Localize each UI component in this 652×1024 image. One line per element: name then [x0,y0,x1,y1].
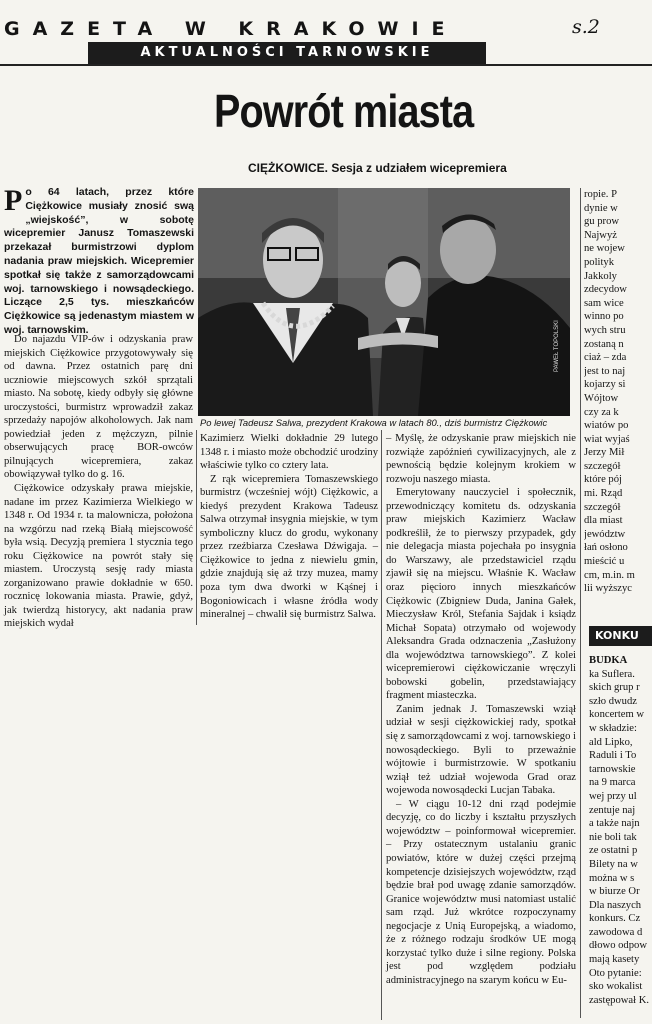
section-header: AKTUALNOŚCI TARNOWSKIE [88,42,486,64]
paragraph: Zanim jednak J. Tomaszewski wziął udział w sesji ciężkowickiej rady, spotkał się z samorządowcami z woj. tarnowskiego i nowosądeckiego. Byli to przeważnie wójtowie i burmistrzowie. W spotkaniu wziął też udział wojewoda Grad oraz wojewoda nowosądecki Lucjan Tabaka. [386,703,576,797]
paragraph: Do najazdu VIP-ów i odzyskania praw miejskich Ciężkowice przygotowywały się od dawna. Przez ostatnich parę dni uczniowie miejscowych szkół sprzątali miasto. Na sobotę, kiedy odbyły się główne uroczystości, burmistrz wprowadził zakaz sprzedaży napojów alkoholowych. Jak nam powiedział jeden z mężczyzn, pilnie obserwujących pracę BOR-owców pilnujących wicepremiera, zakaz obowiązywał tylko do g. 16. [4,334,193,481]
text-line: nie boli tak [589,831,637,843]
text-line: a także najn [589,818,640,830]
paragraph: Ciężkowice odzyskały prawa miejskie, nadane im przez Kazimierza Wielkiego w 1348 r. Od 1934 r. ta malownicza, położona na wzgórzu nad rzeką Białą miejscowość była wsią. Decyzją premiera 1 stycznia tego roku Ciężkowice na powrót stały się miastem. Uroczystą sesję rady miasta zorganizowano prawie dokładnie w 650. rocznicę lokowania miasta. Prawie, gdyż, jak twierdzą historycy, akt nadania praw miejskich wydał [4,483,193,630]
article-column-3 [386,432,576,987]
text-line: w składzie: [589,722,637,734]
text-line: ald Lipko, [589,736,633,748]
text-line: które pój [584,474,622,486]
ceremony-photo-illustration [198,188,570,416]
text-line: wych stru [584,324,626,336]
text-line: Raduli i To [589,750,637,762]
text-line: Bilety na w [589,858,638,870]
text-line: zentuje naj [589,804,636,816]
column-divider [381,430,382,1020]
text-line: Najwyż [584,229,617,241]
text-line: jewództw [584,528,626,540]
text-line: mają kasety [589,954,640,966]
text-line: łań osłono [584,542,628,554]
text-line: ne wojew [584,243,625,255]
text-line: zawodowa d [589,926,643,938]
text-line: ze ostatni p [589,845,638,857]
text-line: w biurze Or [589,886,640,898]
subheadline: CIĘŻKOWICE. Sesja z udziałem wicepremiera [248,161,507,175]
masthead: GAZETA W KRAKOWIE [4,18,458,40]
lead-paragraph [4,186,194,338]
headline: Powrót miasta [214,85,474,137]
paragraph: – W ciągu 10-12 dni rząd podejmie decyzję, co do liczby i kształtu przyszłych województw – poinformował wicepremier. – Przy ostatecznym ustalaniu granic powiatów, które w dużej części przejmą kompetencje dzisiejszych województw, rząd będzie brał pod uwagę zdanie samorządów. Granice województw musi natomiast ustalić sam rząd. Już wkrótce rozpoczynamy negocjacje z Unią Europejską, a wiadomo, że z różnego rodzaju środków UE mogą korzystać tylko duże i silne regiony. Polska jest pod względem podziału administracyjnego na szarym końcu w Eu- [386,798,576,986]
column-divider [196,430,197,625]
text-line: koncertem w [589,709,645,721]
konkurs-section-header: KONKU [589,626,652,646]
text-line: sko wokalist [589,981,643,993]
text-line: kojarzy si [584,379,626,391]
text-line: konkurs. Cz [589,913,641,925]
text-line: cm, m.in. m [584,569,635,581]
paragraph: Kazimierz Wielki dokładnie 29 lutego 1348 r. i miasto może obchodzić urodziny właściwie tylko co cztery lata. [200,433,378,472]
text-line: szczegół [584,460,621,472]
text-line: wiatów po [584,420,629,432]
text-line: ka Suflera. [589,668,635,680]
article-column-2 [200,432,378,622]
text-line: Oto pytanie: [589,967,642,979]
text-line: Dla naszych [589,899,642,911]
konkurs-article [589,654,652,1007]
text-line: szczegół [584,501,621,513]
text-line: dłowo odpow [589,940,647,952]
text-line: szło dwudz [589,695,637,707]
text-line: polityk [584,256,615,268]
text-line: tarnowskie [589,763,636,775]
text-line: zostaną n [584,338,624,350]
paragraph: Emerytowany nauczyciel i społecznik, przewodniczący komitetu ds. odzyskania praw miejskich Kazimierz Wacław podkreślił, że to pierwszy przypadek, gdy nie delegacja miasta pojechała po insygnia do Warszawy, ale przedstawiciel rządu zjawił się na miejscu. Właśnie K. Wacław oraz pięcioro innych mieszkańców Ciężkowic (Zbigniew Duda, Janina Gałek, Mieczysław Król, Stefania Sajdak i ksiądz Michał Sopata) otrzymało od wojewody Aleksandra Grada odznaczenia „Zasłużony dla województwa tarnowskiego”. Z kolei wicepremierowi ciężkowiczanie wręczyli bobowski gobelin, przedstawiający fragment miasteczka. [386,487,576,702]
text-line: można w s [589,872,635,884]
text-line: Wójtow [584,392,619,404]
text-line: na 9 marca [589,777,636,789]
text-line: Jakkoly [584,270,617,282]
text-line: wiat wyjaś [584,433,630,445]
text-line: czy za k [584,406,619,418]
column-divider [580,188,581,1018]
text-line: zastępował K. [589,994,650,1006]
paragraph: Z rąk wicepremiera Tomaszewskiego burmistrz (wcześniej wójt) Ciężkowic, a kiedyś prezydent Krakowa Tadeusz Salwa otrzymał insygnia miejskie, w tym symboliczny klucz do grodu, wykonany przez rzeźbiarza Czesława Dźwigaja. – Ciężkowice to jedna z niewielu gmin, gdzie znajdują się aż trzy muzea, mamy poza tym dwa dworki w Kąśnej i Bogoniowicach i własne źródła wody mineralnej – chwalił się burmistrz Salwa. [200,473,378,621]
text-line: sam wice [584,297,624,309]
text-line: ciaż – zda [584,352,627,364]
text-line: gu prow [584,216,620,228]
text-line: jest to naj [584,365,626,377]
adjacent-article-column [584,188,652,596]
header-rule [0,64,652,66]
text-line: mieścić u [584,556,625,568]
text-line: ropie. P [584,189,617,200]
drop-cap: P [4,184,23,217]
page-note: s.2 [572,16,600,38]
lead-text: o 64 latach, przez które Ciężkowice musiały znosić swą „wiejskość”, w sobotę wicepremier Janusz Tomaszewski przekazał burmistrzowi dyplom nadania praw miejskich. Wicepremier spotkał się także z samorządowcami woj. tarnowskiego i nowsądeckiego. Liczące 2,5 tys. mieszkańców Ciężkowice są jedenastym miastem w woj. tarnowskim. [4,186,194,336]
photo-caption: Po lewej Tadeusz Salwa, prezydent Krakowa w latach 80., dziś burmistrz Ciężkowic [200,417,548,428]
text-line: wej przy ul [589,790,637,802]
photo-credit: PAWEŁ TOPOLSKI [554,320,560,372]
paragraph: – Myślę, że odzyskanie praw miejskich nie rozwiąże zapóźnień cywilizacyjnych, ale z pewnością będzie kolejnym krokiem w rozwoju naszego miasta. [386,433,576,485]
text-line: mi. Rząd [584,488,623,500]
text-line: dynie w [584,202,618,214]
news-photo [198,188,570,416]
text-line: Jerzy Mił [584,447,625,459]
text-line: lii wyższyc [584,583,632,595]
text-line: dla miast [584,515,623,527]
article-column-1 [4,333,193,631]
text-line: skich grup r [589,682,640,694]
text-line: zdecydow [584,284,627,296]
text-line: winno po [584,311,624,323]
text-line: BUDKA [589,655,628,666]
